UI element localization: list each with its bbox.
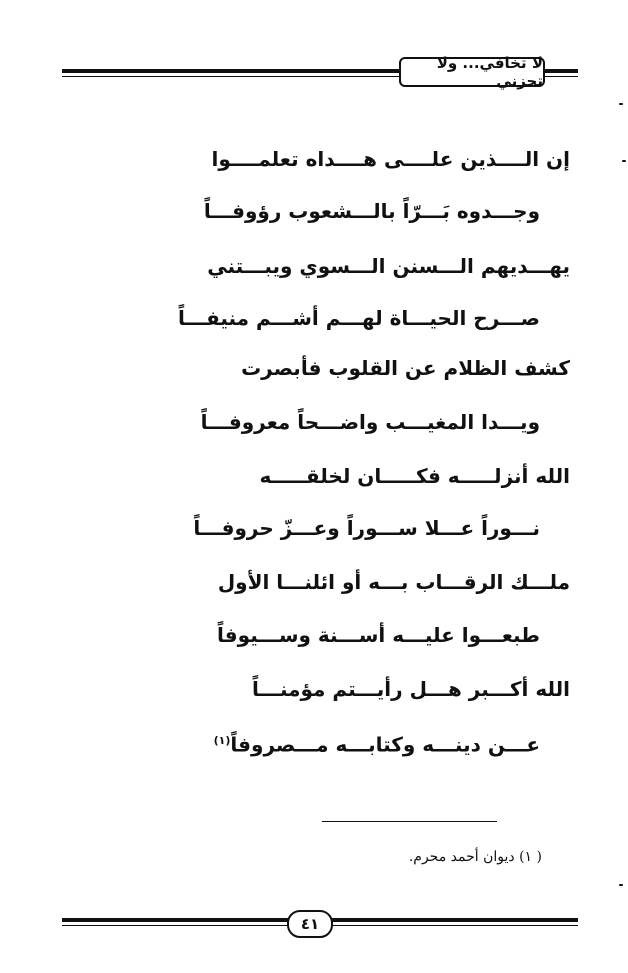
verse-1-first-hemistich: إن الــــذين علــــى هــــداه تعلمــــوا: [211, 147, 570, 171]
scan-speck: [622, 160, 626, 162]
footnote-separator: [322, 821, 497, 822]
verse-3-second-hemistich: ويـــدا المغيـــب واضـــحاً معروفـــاً: [200, 410, 540, 434]
verse-1-second-hemistich: وجـــدوه بَـــرّاً بالـــشعوب رؤوفـــاً: [203, 199, 540, 223]
scan-speck: [619, 884, 623, 886]
scan-speck: [619, 103, 623, 105]
verse-2-second-hemistich: صـــرح الحيـــاة لهـــم أشـــم منيفـــاً: [177, 306, 540, 330]
verse-5-first-hemistich: ملـــك الرقـــاب بـــه أو ائلنـــا الأول: [217, 570, 570, 594]
header-rule-left-thick: [62, 69, 400, 73]
footer-rule-left-thin: [62, 925, 289, 926]
page-number-text: ٤١: [300, 915, 320, 933]
verse-4-first-hemistich: الله أنزلـــــه فكـــــان لخلقـــــه: [259, 464, 570, 488]
header-rule-right-thick: [545, 69, 578, 73]
running-title-text: لا تخافي... ولا تحزني: [436, 54, 543, 90]
header-rule-left-thin: [62, 76, 400, 77]
verse-3-first-hemistich: كشف الظلام عن القلوب فأبصرت: [241, 356, 570, 380]
verse-4-second-hemistich: نـــوراً عـــلا ســـوراً وعـــزّ حروفـــاً: [193, 516, 540, 540]
footer-rule-right-thin: [331, 925, 578, 926]
header-rule-right-thin: [545, 76, 578, 77]
verse-6-first-hemistich: الله أكـــبر هـــل رأيـــتم مؤمنـــاً: [251, 677, 570, 701]
verse-5-second-hemistich: طبعـــوا عليـــه أســـنة وســـيوفاً: [217, 623, 540, 647]
footer-rule-right-thick: [331, 918, 578, 922]
footer-rule-left-thick: [62, 918, 289, 922]
page-number: [287, 910, 333, 938]
footnote: ( ١) ديوان أحمد محرم.: [408, 849, 542, 865]
verse-2-first-hemistich: يهـــديهم الـــسنن الـــسوي ويبـــتني: [207, 254, 570, 278]
footnote-reference: (١): [213, 734, 231, 747]
verse-6-second-text: عـــن دينـــه وكتابـــه مـــصروفاً: [230, 732, 540, 757]
running-title: [399, 54, 545, 90]
verse-6-second-hemistich: [210, 728, 540, 758]
